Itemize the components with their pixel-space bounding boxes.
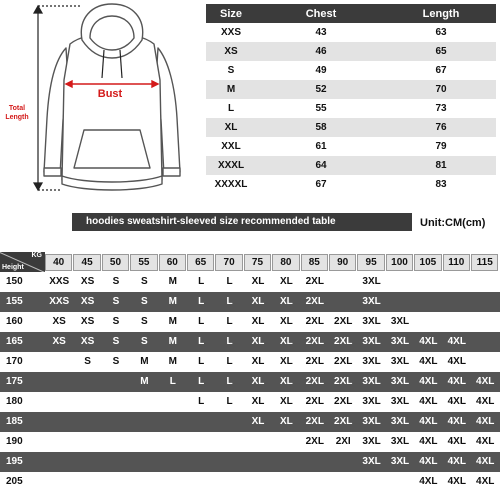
size-recommendation-cell: 3XL [390,456,410,467]
size-cell: XXS [220,27,241,38]
chest-cell: 61 [315,141,327,152]
size-recommendation-cell: 3XL [362,276,381,287]
size-recommendation-cell: 3XL [362,436,381,447]
size-recommendation-cell: L [226,356,233,367]
height-row [0,432,500,452]
size-chart-row [206,23,496,42]
size-recommendation-cell: L [226,396,233,407]
chest-column-header: Chest [305,7,337,20]
recommended-size-rows [0,272,500,492]
size-recommendation-cell: 2XL [334,336,353,347]
size-recommendation-cell: L [198,336,205,347]
size-chart-row [206,80,496,99]
total-length-label [2,104,32,122]
size-recommendation-cell: XL [251,296,265,307]
size-recommendation-cell: 4XL [447,376,466,387]
size-recommendation-cell: 4XL [419,476,438,487]
size-recommendation-cell: L [198,356,205,367]
height-cell: 155 [6,296,23,307]
size-cell: XXXL [217,160,245,171]
height-cell: 175 [6,376,23,387]
size-recommendation-cell: S [112,356,120,367]
height-row [0,472,500,492]
size-recommendation-cell: 4XL [419,336,438,347]
size-recommendation-cell: S [84,356,91,367]
height-cell: 150 [6,276,23,287]
size-recommendation-cell: XL [251,356,265,367]
size-recommendation-cell: 4XL [476,376,495,387]
length-cell: 70 [435,84,447,95]
size-recommendation-cell: XL [251,396,265,407]
size-cell: XS [224,46,238,57]
weight-column-header: 65 [187,254,214,271]
size-recommendation-cell: L [198,296,205,307]
size-recommendation-cell: M [168,296,177,307]
size-recommendation-cell: 3XL [362,336,381,347]
size-recommendation-cell: 4XL [476,476,495,487]
size-recommendation-cell: XL [251,376,265,387]
size-chart-row [206,175,496,194]
size-recommendation-cell: M [140,376,149,387]
size-chart-rows [206,23,496,194]
weight-header-row [0,242,500,272]
size-recommendation-cell: 2XL [334,376,353,387]
size-recommendation-cell: XL [279,316,293,327]
table-caption: hoodies sweatshirt-sleeved size recommended table [72,213,412,231]
size-recommendation-cell: XL [279,356,293,367]
size-recommendation-cell: XL [279,376,293,387]
weight-column-header: 110 [443,254,470,271]
size-recommendation-cell: 4XL [447,396,466,407]
kg-label: KG [31,252,42,259]
size-recommendation-cell: 3XL [390,376,410,387]
size-recommendation-cell: XL [279,336,293,347]
size-recommendation-cell: 3XL [362,356,381,367]
size-chart-row [206,61,496,80]
size-recommendation-cell: 2XL [305,336,324,347]
weight-column-header: 100 [386,254,413,271]
size-chart-table [206,4,496,194]
size-recommendation-cell: XL [251,276,265,287]
size-recommendation-cell: M [168,276,177,287]
size-recommendation-cell: 3XL [362,316,381,327]
size-recommendation-cell: 2XL [334,316,353,327]
height-label: Height [2,264,24,271]
height-cell: 205 [6,476,23,487]
size-recommendation-cell: 4XL [447,476,466,487]
height-cell: 160 [6,316,23,327]
size-recommendation-cell: 4XL [476,456,495,467]
size-recommendation-cell: 4XL [419,416,438,427]
size-recommendation-cell: S [141,276,148,287]
weight-column-header: 75 [244,254,271,271]
weight-column-header: 95 [357,254,384,271]
size-recommendation-cell: M [168,336,177,347]
size-recommendation-cell: 3XL [390,356,410,367]
height-cell: 190 [6,436,23,447]
total-length-text: Total Length [5,105,29,121]
size-recommendation-cell: 2XL [305,276,324,287]
size-cell: XXL [221,141,241,152]
height-row [0,352,500,372]
chest-cell: 49 [315,65,327,76]
size-cell: S [227,65,235,76]
size-recommendation-cell: 2XL [305,316,324,327]
size-recommendation-cell: M [140,356,149,367]
size-cell: L [227,103,235,114]
size-recommendation-cell: L [226,296,233,307]
size-recommendation-cell: L [198,316,205,327]
size-recommendation-cell: L [198,396,205,407]
size-column-header: Size [220,7,243,20]
length-cell: 81 [435,160,447,171]
size-recommendation-cell: 3XL [390,316,410,327]
length-cell: 65 [435,46,447,57]
size-recommendation-cell: 3XL [362,296,381,307]
hoodie-measurement-figure [0,0,205,200]
unit-label: Unit:CM(cm) [420,217,486,229]
weight-column-header: 60 [159,254,186,271]
size-recommendation-cell: S [112,276,120,287]
size-recommendation-cell: L [226,316,233,327]
height-cell: 195 [6,456,23,467]
height-row [0,412,500,432]
size-recommendation-cell: XL [251,316,265,327]
chest-cell: 58 [315,122,327,133]
size-recommendation-cell: 2XL [305,416,324,427]
size-recommendation-cell: 4XL [476,436,495,447]
size-recommendation-cell: 4XL [419,436,438,447]
height-row [0,392,500,412]
length-cell: 76 [435,122,447,133]
length-cell: 79 [435,141,447,152]
length-cell: 63 [435,27,447,38]
size-recommendation-cell: 3XL [362,396,381,407]
size-recommendation-cell: L [226,336,233,347]
size-recommendation-cell: L [226,376,233,387]
size-recommendation-cell: 4XL [447,456,466,467]
weight-column-header: 45 [73,254,100,271]
chest-cell: 52 [315,84,327,95]
height-cell: 180 [6,396,23,407]
weight-column-header: 50 [102,254,129,271]
size-recommendation-cell: S [141,316,148,327]
size-recommendation-cell: 4XL [419,356,438,367]
size-recommendation-cell: 3XL [390,436,410,447]
size-recommendation-cell: 2XL [305,296,324,307]
size-recommendation-cell: 4XL [447,356,466,367]
size-recommendation-cell: L [226,276,233,287]
chest-cell: 64 [315,160,327,171]
recommended-size-table [0,242,500,492]
size-recommendation-cell: XS [52,336,66,347]
corner-header-cell [0,252,45,272]
size-recommendation-cell: XL [279,296,293,307]
size-chart-row [206,137,496,156]
size-recommendation-cell: 3XL [390,396,410,407]
weight-column-header: 55 [130,254,157,271]
height-cell: 165 [6,336,23,347]
size-chart-header [206,4,496,23]
height-cell: 185 [6,416,23,427]
size-recommendation-cell: 2XI [335,436,351,447]
size-cell: M [226,84,236,95]
size-recommendation-cell: XL [279,276,293,287]
height-row [0,452,500,472]
size-recommendation-cell: XS [52,316,66,327]
size-cell: XL [224,122,238,133]
size-recommendation-cell: 3XL [390,336,410,347]
size-recommendation-cell: S [141,336,148,347]
hoodie-illustration [0,0,205,200]
size-recommendation-cell: 2XL [334,416,353,427]
size-recommendation-cell: S [112,296,120,307]
size-recommendation-cell: 4XL [447,416,466,427]
size-recommendation-cell: S [141,296,148,307]
length-cell: 83 [435,179,447,190]
height-row [0,312,500,332]
weight-column-header: 70 [215,254,242,271]
size-recommendation-cell: 2XL [305,436,324,447]
size-recommendation-cell: 2XL [334,396,353,407]
weight-column-header: 40 [45,254,72,271]
size-recommendation-cell: XL [279,416,293,427]
chest-cell: 55 [315,103,327,114]
length-cell: 67 [435,65,447,76]
size-recommendation-cell: XL [251,336,265,347]
size-chart-row [206,99,496,118]
chest-cell: 46 [315,46,327,57]
size-recommendation-cell: 4XL [476,416,495,427]
size-recommendation-cell: XS [80,336,95,347]
size-recommendation-cell: XXS [49,276,70,287]
size-recommendation-cell: 4XL [476,396,495,407]
size-recommendation-cell: L [198,276,205,287]
chest-cell: 67 [315,179,327,190]
size-chart-row [206,156,496,175]
weight-column-header: 85 [301,254,328,271]
weight-column-header: 105 [414,254,441,271]
size-recommendation-cell: XS [80,316,95,327]
size-recommendation-cell: XS [80,296,95,307]
chest-cell: 43 [315,27,327,38]
size-recommendation-cell: 3XL [362,416,381,427]
size-cell: XXXXL [214,179,248,190]
weight-column-header: 90 [329,254,356,271]
size-recommendation-cell: 3XL [362,376,381,387]
size-recommendation-cell: M [168,316,177,327]
size-recommendation-cell: 2XL [334,356,353,367]
height-cell: 170 [6,356,23,367]
size-recommendation-cell: XL [279,396,293,407]
size-chart-row [206,118,496,137]
height-row [0,292,500,312]
size-recommendation-cell: L [169,376,176,387]
height-row [0,372,500,392]
weight-column-header: 115 [471,254,498,271]
size-recommendation-cell: 4XL [419,376,438,387]
size-recommendation-cell: 3XL [390,416,410,427]
size-recommendation-cell: S [112,336,120,347]
size-recommendation-cell: 2XL [305,356,324,367]
size-recommendation-cell: S [112,316,120,327]
size-recommendation-cell: L [198,376,205,387]
size-recommendation-cell: XL [251,416,265,427]
size-recommendation-cell: XXS [49,296,70,307]
size-recommendation-cell: 4XL [447,336,466,347]
weight-column-header: 80 [272,254,299,271]
length-column-header: Length [422,7,460,20]
length-cell: 73 [435,103,447,114]
bust-label: Bust [97,88,123,100]
height-row [0,332,500,352]
height-row [0,272,500,292]
size-recommendation-cell: M [168,356,177,367]
size-recommendation-cell: 4XL [447,436,466,447]
size-chart-row [206,42,496,61]
size-recommendation-cell: XS [80,276,95,287]
size-recommendation-cell: 4XL [419,396,438,407]
size-recommendation-cell: 3XL [362,456,381,467]
size-recommendation-cell: 2XL [305,376,324,387]
size-recommendation-cell: 2XL [305,396,324,407]
size-recommendation-cell: 4XL [419,456,438,467]
